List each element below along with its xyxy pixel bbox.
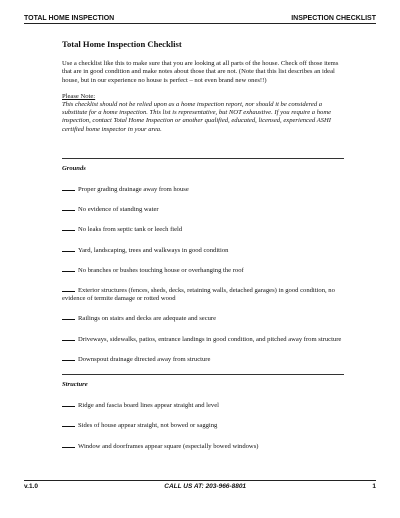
checkbox-blank[interactable] xyxy=(62,441,75,448)
checkbox-blank[interactable] xyxy=(62,204,75,211)
checklist-item[interactable]: Window and doorframes appear square (especially bowed windows) xyxy=(62,441,346,451)
checkbox-blank[interactable] xyxy=(62,313,75,320)
checkbox-blank[interactable] xyxy=(62,420,75,427)
checkbox-blank[interactable] xyxy=(62,224,75,231)
checklist-item[interactable]: No leaks from septic tank or leech field xyxy=(62,224,346,234)
checklist-item[interactable]: Ridge and fascia board lines appear straight and level xyxy=(62,400,346,410)
checklist-item[interactable]: Yard, landscaping, trees and walkways in good condition xyxy=(62,245,346,255)
checkbox-blank[interactable] xyxy=(62,354,75,361)
section-divider xyxy=(62,374,344,375)
checklist-item[interactable]: Exterior structures (fences, sheds, decks, retaining walls, detached garages) in good condition, no evidence of termite damage or rotted wood xyxy=(62,287,335,303)
checklist-item[interactable]: Proper grading drainage away from house xyxy=(62,184,346,194)
footer-page-number: 1 xyxy=(372,483,376,490)
page-footer xyxy=(24,480,376,490)
checklist-item[interactable]: Downspout drainage directed away from structure xyxy=(62,354,346,364)
checkbox-blank[interactable] xyxy=(62,245,75,252)
document-title: Total Home Inspection Checklist xyxy=(62,39,182,49)
header-left-title: TOTAL HOME INSPECTION xyxy=(24,15,115,22)
checklist-item[interactable]: No evidence of standing water xyxy=(62,204,346,214)
document-body xyxy=(62,40,346,461)
intro-paragraph: Use a checklist like this to make sure that you are looking at all parts of the house. Check off those items that are in good condition and make notes about those that are not. (Note that this list describes an ideal house, but in our experience no house is perfect – not even brand new ones!!) xyxy=(62,60,339,84)
page-header xyxy=(24,10,376,24)
footer-version: v.1.0 xyxy=(24,483,38,490)
checkbox-blank[interactable] xyxy=(62,400,75,407)
footer-phone: 203-966-8801 xyxy=(203,483,247,490)
footer-call-label: CALL US AT: xyxy=(164,483,204,490)
section-divider xyxy=(62,158,344,159)
checklist-item[interactable]: Railings on stairs and decks are adequate and secure xyxy=(62,313,346,323)
checklist-item[interactable]: Sides of house appear straight, not bowed or sagging xyxy=(62,420,346,430)
checklist-item[interactable]: No branches or bushes touching house or overhanging the roof xyxy=(62,265,346,275)
checkbox-blank[interactable] xyxy=(62,184,75,191)
footer-contact xyxy=(164,483,246,490)
note-heading: Please Note: xyxy=(62,92,96,100)
section-heading-structure: Structure xyxy=(62,381,88,389)
section-heading-grounds: Grounds xyxy=(62,164,86,172)
checkbox-blank[interactable] xyxy=(62,265,75,272)
checkbox-blank[interactable] xyxy=(62,285,75,292)
checkbox-blank[interactable] xyxy=(62,334,75,341)
header-right-title: INSPECTION CHECKLIST xyxy=(291,15,376,22)
checklist-item[interactable]: Driveways, sidewalks, patios, entrance landings in good condition, and pitched away from structure xyxy=(62,334,346,344)
note-paragraph: This checklist should not be relied upon as a home inspection report, nor should it be considered a substitute for a home inspection. This list is representative, but NOT exhaustive. If you require a home inspection, contact Total Home Inspection or another qualified, educated, licensed, experienced ASHI certified home inspector in your area. xyxy=(62,101,332,133)
